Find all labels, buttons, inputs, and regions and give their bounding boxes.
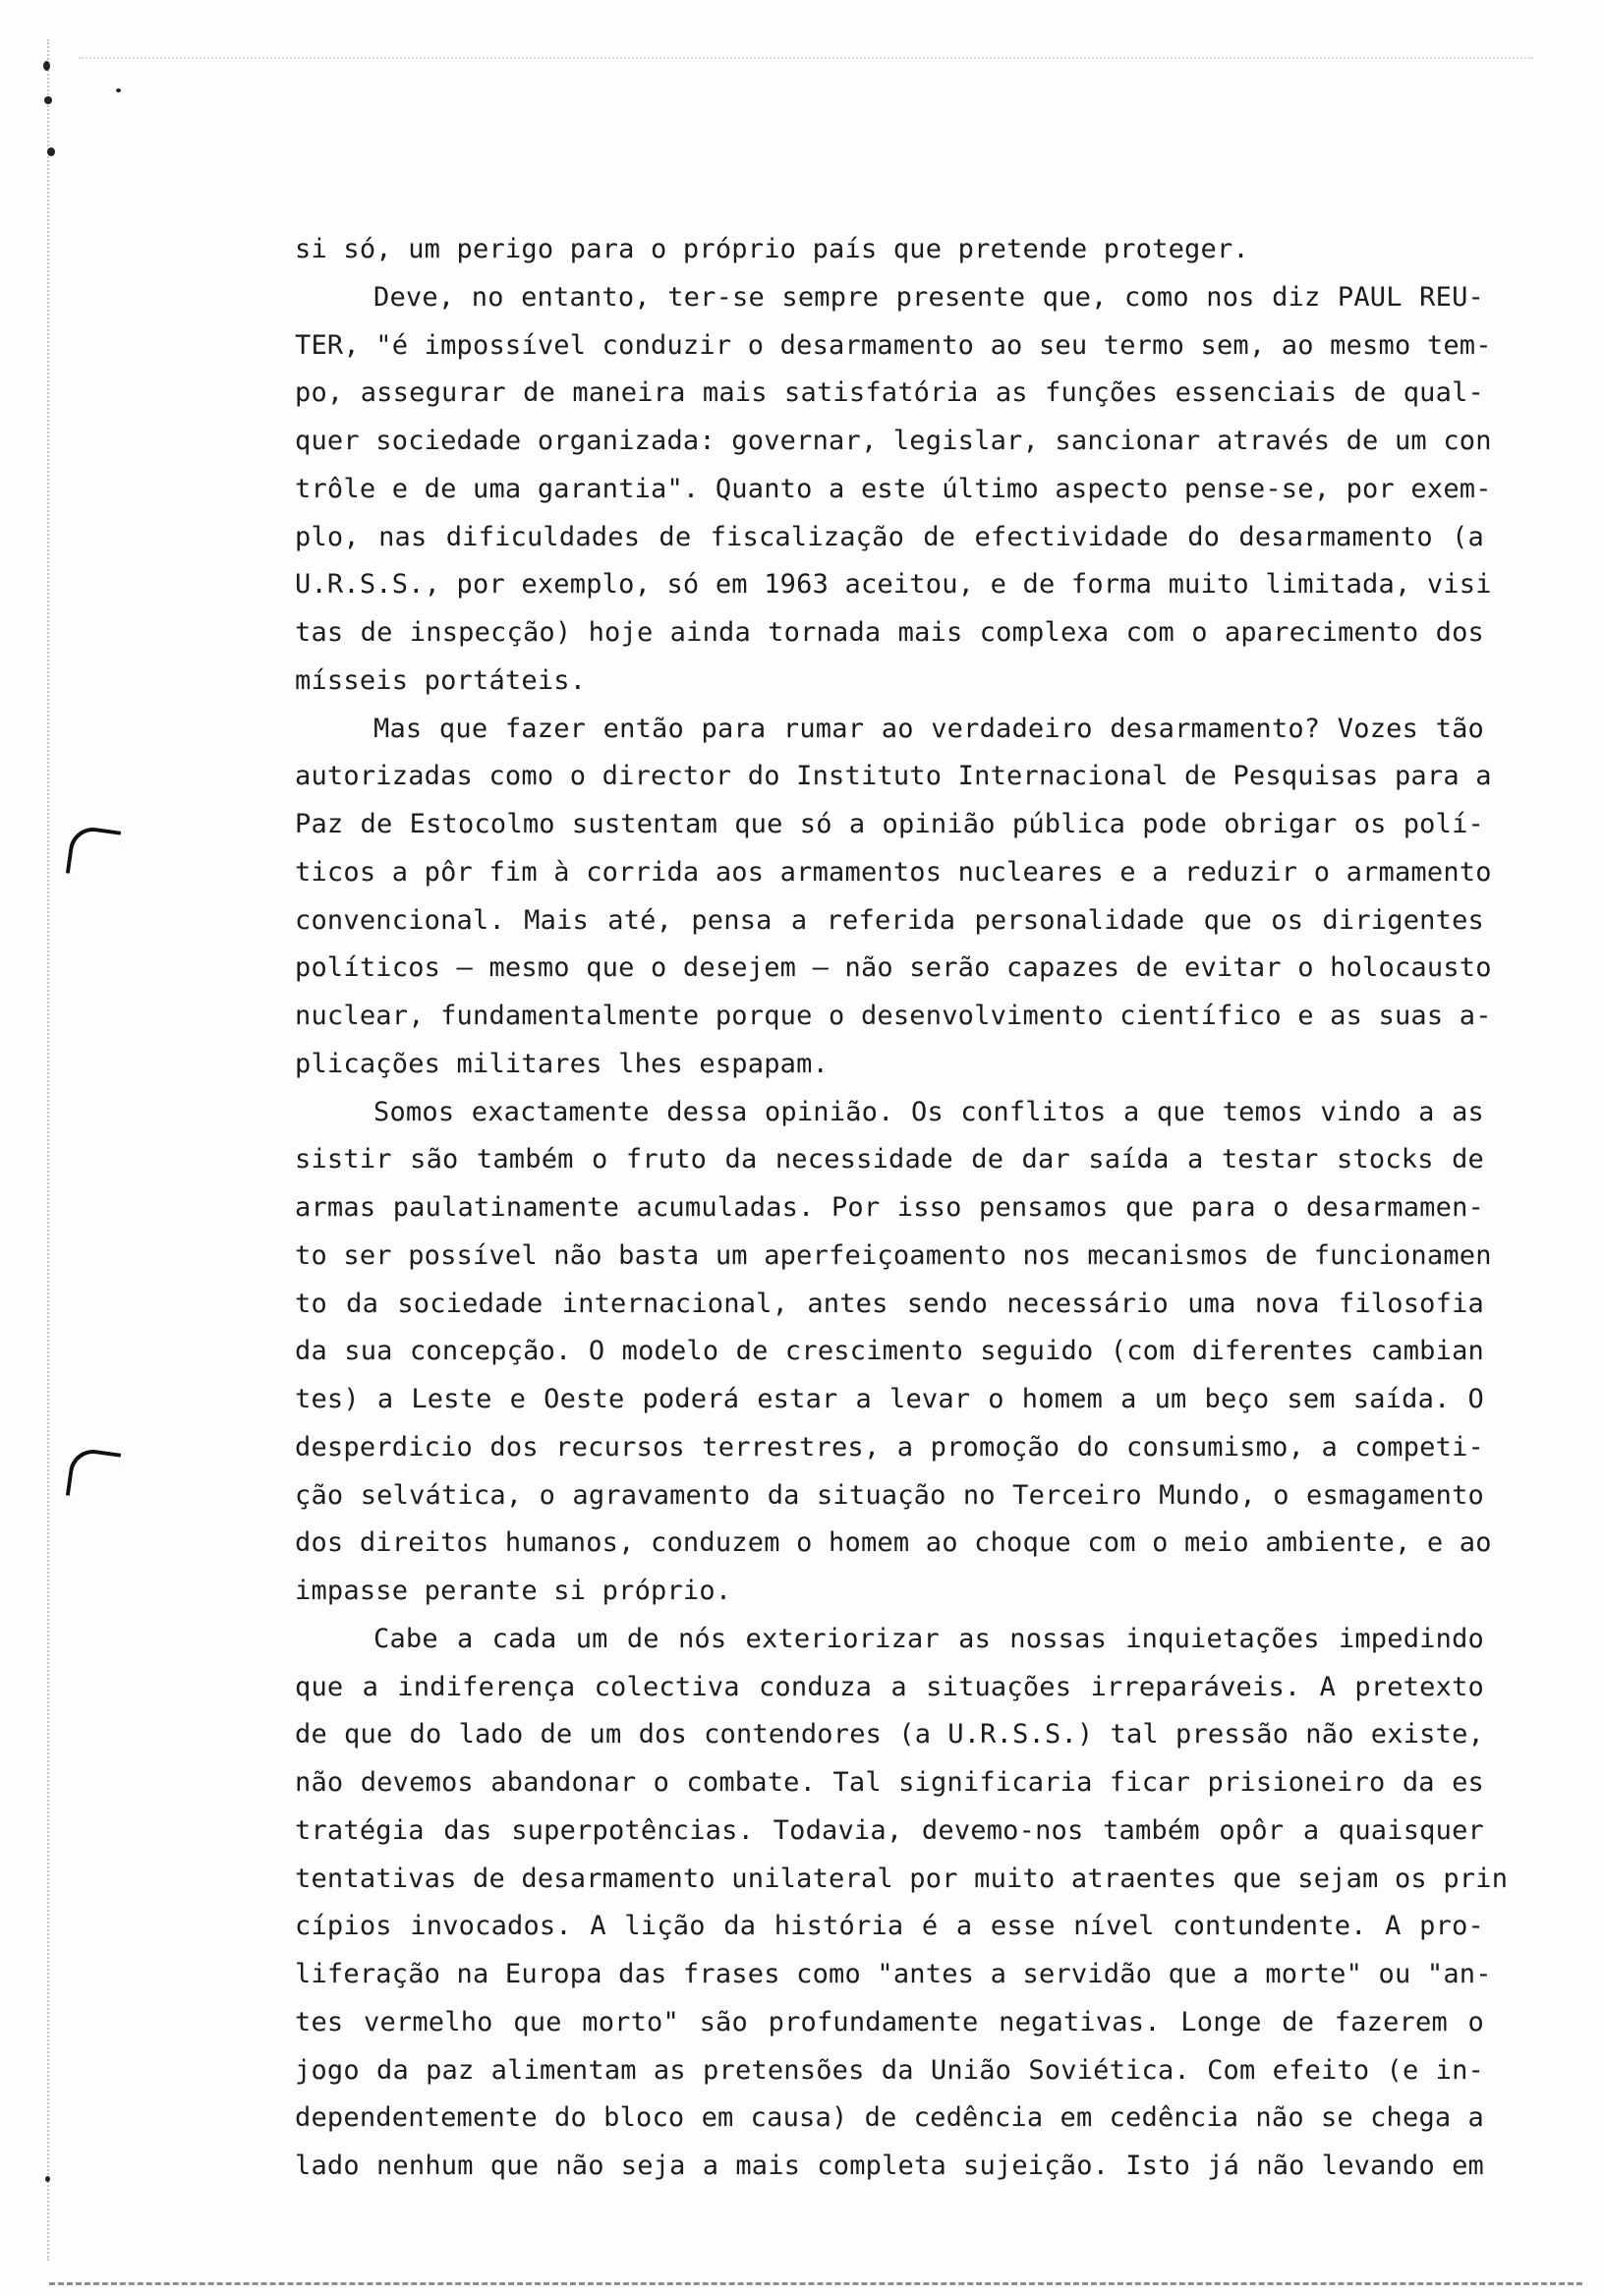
text-line: plo, nas dificuldades de fiscalização de efectividade do desarmamento (a <box>295 521 1484 552</box>
text-line: Mas que fazer então para rumar ao verdadeiro desarmamento? Vozes tão <box>373 713 1484 744</box>
text-line: convencional. Mais até, pensa a referida personalidade que os dirigentes <box>295 904 1484 936</box>
text-line: TER, "é impossível conduzir o desarmamento ao seu termo sem, ao mesmo tem- <box>295 329 1492 361</box>
punch-hole-mark <box>66 1447 121 1502</box>
text-line: que a indiferença colectiva conduza a situações irreparáveis. A pretexto <box>295 1671 1484 1702</box>
text-line: sistir são também o fruto da necessidade de dar saída a testar stocks de <box>295 1144 1484 1176</box>
text-line: to ser possível não basta um aperfeiçoamento nos mecanismos de funcionamen <box>295 1239 1492 1271</box>
scan-binding-edge <box>47 39 55 2261</box>
text-line: U.R.S.S., por exemplo, só em 1963 aceitou, e de forma muito limitada, visi <box>295 569 1492 601</box>
text-line: plicações militares lhes espapam. <box>295 1048 830 1079</box>
text-line: si só, um perigo para o próprio país que pretende proteger. <box>295 234 1249 264</box>
text-line: desperdicio dos recursos terrestres, a promoção do consumismo, a competi- <box>295 1431 1484 1463</box>
punch-hole-mark <box>66 825 121 880</box>
text-line: não devemos abandonar o combate. Tal significaria ficar prisioneiro da es <box>295 1767 1484 1798</box>
text-line: to da sociedade internacional, antes sendo necessário uma nova filosofia <box>295 1288 1484 1319</box>
text-line: nuclear, fundamentalmente porque o desenvolvimento científico e as suas a- <box>295 1001 1492 1031</box>
text-line: armas paulatinamente acumuladas. Por isso pensamos que para o desarmamen- <box>295 1192 1484 1223</box>
text-line: impasse perante si próprio. <box>295 1576 732 1606</box>
text-line: tentativas de desarmamento unilateral por muito atraentes que sejam os prin <box>295 1863 1509 1894</box>
text-line: tratégia das superpotências. Todavia, devemo-nos também opôr a quaisquer <box>295 1814 1484 1846</box>
text-line: ticos a pôr fim à corrida aos armamentos nucleares e a reduzir o armamento <box>295 856 1492 888</box>
text-line: políticos — mesmo que o desejem — não serão capazes de evitar o holocausto <box>295 952 1492 984</box>
text-line: mísseis portáteis. <box>295 664 587 696</box>
text-line: Somos exactamente dessa opinião. Os conflitos a que temos vindo a as <box>373 1096 1484 1127</box>
text-line: tes vermelho que morto" são profundamente negativas. Longe de fazerem o <box>295 2006 1484 2038</box>
scan-top-edge <box>79 57 1533 59</box>
text-line: ção selvática, o agravamento da situação no Terceiro Mundo, o esmagamento <box>295 1479 1484 1511</box>
text-line: da sua concepção. O modelo de crescimento seguido (com diferentes cambian <box>295 1336 1484 1367</box>
scan-bottom-edge <box>49 2282 1582 2285</box>
text-line: autorizadas como o director do Instituto Internacional de Pesquisas para a <box>295 761 1492 792</box>
text-line: de que do lado de um dos contendores (a U.R.S.S.) tal pressão não existe, <box>295 1719 1484 1751</box>
scan-speck <box>45 2176 50 2182</box>
text-line: cípios invocados. A lição da história é a esse nível contundente. A pro- <box>295 1911 1484 1942</box>
text-line: jogo da paz alimentam as pretensões da União Soviética. Com efeito (e in- <box>295 2054 1484 2086</box>
text-line: dependentemente do bloco em causa) de cedência em cedência não se chega a <box>295 2102 1484 2134</box>
scan-speck <box>44 96 52 104</box>
text-line: dos direitos humanos, conduzem o homem ao choque com o meio ambiente, e ao <box>295 1527 1492 1559</box>
text-line: Cabe a cada um de nós exteriorizar as nossas inquietações impedindo <box>373 1623 1484 1654</box>
scan-speck <box>43 61 50 71</box>
text-line: tes) a Leste e Oeste poderá estar a levar o homem a um beço sem saída. O <box>295 1384 1484 1414</box>
text-line: lado nenhum que não seja a mais completa sujeição. Isto já não levando em <box>295 2151 1484 2181</box>
text-line: Paz de Estocolmo sustentam que só a opinião pública pode obrigar os polí- <box>295 809 1484 839</box>
text-line: liferação na Europa das frases como "antes a servidão que a morte" ou "an- <box>295 1959 1492 1989</box>
body-text <box>295 226 1509 2191</box>
text-line: trôle e de uma garantia". Quanto a este último aspecto pense-se, por exem- <box>295 473 1492 504</box>
text-line: po, assegurar de maneira mais satisfatória as funções essenciais de qual- <box>295 377 1484 409</box>
text-line: tas de inspecção) hoje ainda tornada mais complexa com o aparecimento dos <box>295 617 1484 648</box>
scan-speck <box>47 147 55 156</box>
scan-speck <box>116 88 121 92</box>
text-line: Deve, no entanto, ter-se sempre presente que, como nos diz PAUL REU- <box>373 281 1484 313</box>
text-line: quer sociedade organizada: governar, legislar, sancionar através de um con <box>295 426 1492 456</box>
